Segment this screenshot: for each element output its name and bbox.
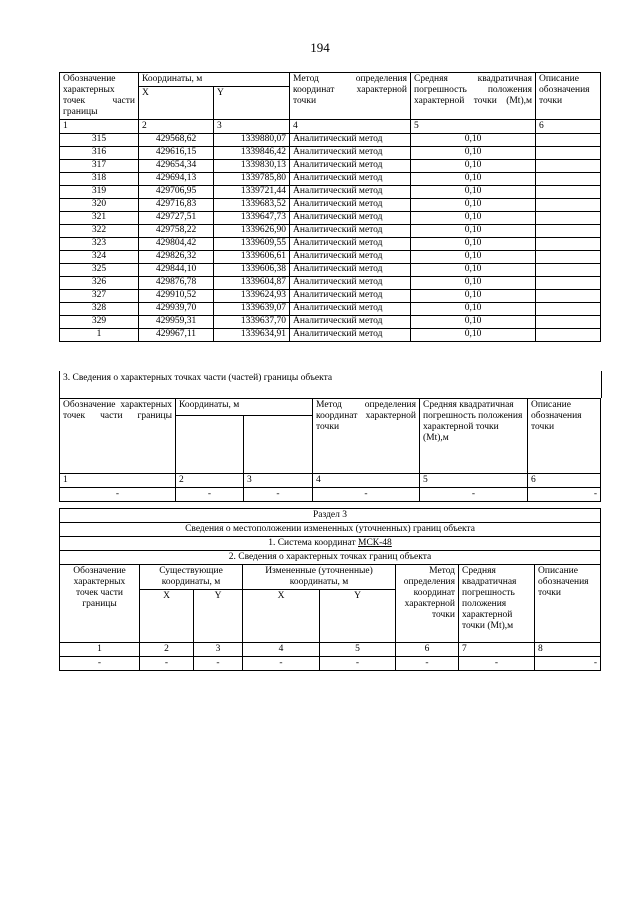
- table-header-row: [60, 565, 601, 590]
- table-cell: 315: [60, 134, 139, 147]
- table-cell: Аналитический метод: [290, 173, 411, 186]
- table-cell: Аналитический метод: [290, 277, 411, 290]
- table-header-row: [60, 73, 601, 87]
- table-cell: 429939,70: [139, 303, 214, 316]
- table-cell: -: [320, 657, 396, 671]
- table-cell: 0,10: [411, 303, 536, 316]
- table-cell: -: [396, 657, 459, 671]
- table-cell: 1339604,87: [214, 277, 290, 290]
- table-cell: -: [459, 657, 535, 671]
- table-cell: 322: [60, 225, 139, 238]
- table-cell: Аналитический метод: [290, 329, 411, 342]
- table-cell: Аналитический метод: [290, 225, 411, 238]
- table-row: [60, 186, 601, 199]
- table-cell: Аналитический метод: [290, 290, 411, 303]
- table-cell: 1339846,42: [214, 147, 290, 160]
- header-description: Описание обозначения точки: [528, 399, 601, 474]
- table-cell: 0,10: [411, 290, 536, 303]
- table-cell: 1339606,61: [214, 251, 290, 264]
- table-cell: [536, 303, 601, 316]
- table-cell: 319: [60, 186, 139, 199]
- table-cell: 0,10: [411, 199, 536, 212]
- header-y: Y: [214, 87, 290, 120]
- table-cell: 429844,10: [139, 264, 214, 277]
- header-y-existing: Y: [194, 590, 243, 643]
- table-row: [60, 212, 601, 225]
- table-row: [60, 303, 601, 316]
- table-cell: -: [420, 488, 528, 502]
- table-row: [60, 134, 601, 147]
- page-number: 194: [310, 40, 330, 55]
- coordinate-system-row: [60, 537, 601, 551]
- table-cell: 1339647,73: [214, 212, 290, 225]
- table-row: [60, 277, 601, 290]
- table-cell: 1339626,90: [214, 225, 290, 238]
- table-cell: 0,10: [411, 212, 536, 225]
- header-x-existing: X: [140, 590, 194, 643]
- col-num: 4: [290, 120, 411, 134]
- table-cell: Аналитический метод: [290, 199, 411, 212]
- table-cell: 1339785,80: [214, 173, 290, 186]
- header-error: Средняя квадратичная погрешность положения характерной точки (Мt),м: [420, 399, 528, 474]
- col-num: 3: [214, 120, 290, 134]
- table-row: [60, 657, 601, 671]
- section-title: Раздел 3: [60, 509, 601, 523]
- table-cell: 1339634,91: [214, 329, 290, 342]
- table-cell: 0,10: [411, 147, 536, 160]
- table-cell: 326: [60, 277, 139, 290]
- table-cell: 1339637,70: [214, 316, 290, 329]
- col-num: 3: [244, 474, 313, 488]
- table-cell: 0,10: [411, 316, 536, 329]
- table-cell: 1339639,07: [214, 303, 290, 316]
- table-cell: -: [535, 657, 601, 671]
- table-row: [60, 251, 601, 264]
- subsection-row: [60, 551, 601, 565]
- table-cell: Аналитический метод: [290, 303, 411, 316]
- table-cell: 429804,42: [139, 238, 214, 251]
- col-num: 6: [396, 643, 459, 657]
- table-cell: 325: [60, 264, 139, 277]
- table-cell: [536, 160, 601, 173]
- table-cell: Аналитический метод: [290, 186, 411, 199]
- table-cell: 1339721,44: [214, 186, 290, 199]
- subsection-title: 2. Сведения о характерных точках границ объекта: [60, 551, 601, 565]
- table-cell: 429959,31: [139, 316, 214, 329]
- table-cell: 1339880,07: [214, 134, 290, 147]
- table-cell: 0,10: [411, 160, 536, 173]
- header-error: Средняя квадратичная погрешность положения характерной точки (Мt),м: [459, 565, 535, 643]
- table-cell: -: [528, 488, 601, 502]
- table-row: [60, 225, 601, 238]
- col-num: 6: [528, 474, 601, 488]
- table-cell: [536, 329, 601, 342]
- table-row: [60, 264, 601, 277]
- col-num: 2: [140, 643, 194, 657]
- col-num: 5: [320, 643, 396, 657]
- table-cell: 429568,62: [139, 134, 214, 147]
- column-number-row: [60, 120, 601, 134]
- header-coordinates: Координаты, м: [176, 399, 313, 416]
- table-cell: [536, 290, 601, 303]
- header-designation: Обозначение характерных точек части границы: [60, 565, 140, 643]
- header-method: Метод определения координат характерной точки: [290, 73, 411, 120]
- table-cell: [536, 199, 601, 212]
- table-cell: 1339683,52: [214, 199, 290, 212]
- table-cell: [536, 277, 601, 290]
- header-designation: Обозначение характерных точек части границы: [60, 399, 176, 474]
- table-row: [60, 316, 601, 329]
- table-row: [60, 160, 601, 173]
- table-row: [60, 329, 601, 342]
- table-cell: 0,10: [411, 264, 536, 277]
- table-cell: [536, 147, 601, 160]
- header-existing-coordinates: Существующие координаты, м: [140, 565, 243, 590]
- table-cell: Аналитический метод: [290, 160, 411, 173]
- table-cell: 0,10: [411, 134, 536, 147]
- section-title-row: [60, 509, 601, 523]
- header-x: X: [139, 87, 214, 120]
- coordinate-system-name: МСК-48: [358, 538, 392, 548]
- table-cell: [536, 264, 601, 277]
- table-cell: -: [60, 657, 140, 671]
- col-num: 7: [459, 643, 535, 657]
- table-cell: -: [313, 488, 420, 502]
- header-x: [176, 416, 244, 474]
- col-num: 5: [420, 474, 528, 488]
- table-cell: Аналитический метод: [290, 147, 411, 160]
- table-cell: Аналитический метод: [290, 251, 411, 264]
- section-subtitle: Сведения о местоположении измененных (уточненных) границ объекта: [60, 523, 601, 537]
- table-cell: 1339624,93: [214, 290, 290, 303]
- column-number-row: [60, 643, 601, 657]
- table-cell: [536, 212, 601, 225]
- table-cell: 429706,95: [139, 186, 214, 199]
- header-description: Описание обозначения точки: [536, 73, 601, 120]
- table-row: [60, 147, 601, 160]
- table-row: [60, 488, 601, 502]
- table-cell: 1: [60, 329, 139, 342]
- header-x-changed: X: [243, 590, 320, 643]
- table-cell: -: [194, 657, 243, 671]
- table-cell: 0,10: [411, 251, 536, 264]
- table-cell: 1339830,13: [214, 160, 290, 173]
- col-num: 1: [60, 643, 140, 657]
- boundary-points-table: [59, 72, 601, 342]
- table-cell: [536, 186, 601, 199]
- table-cell: 429694,13: [139, 173, 214, 186]
- table-cell: -: [60, 488, 176, 502]
- table-cell: 327: [60, 290, 139, 303]
- table-cell: 0,10: [411, 238, 536, 251]
- table-cell: 1339606,38: [214, 264, 290, 277]
- table-cell: 429727,51: [139, 212, 214, 225]
- table-cell: 320: [60, 199, 139, 212]
- col-num: 4: [243, 643, 320, 657]
- part-boundary-points-table: [59, 398, 601, 502]
- table-cell: 1339609,55: [214, 238, 290, 251]
- table-cell: -: [176, 488, 244, 502]
- header-error: Средняя квадратичная погрешность положения характерной точки (Мt),м: [411, 73, 536, 120]
- table-cell: 324: [60, 251, 139, 264]
- table-cell: 0,10: [411, 173, 536, 186]
- section3-caption: 3. Сведения о характерных точках части (частей) границы объекта: [59, 371, 602, 398]
- table-cell: -: [140, 657, 194, 671]
- header-designation: Обозначение характерных точек части границы: [60, 73, 139, 120]
- col-num: 2: [139, 120, 214, 134]
- table-cell: [536, 173, 601, 186]
- table-row: [60, 173, 601, 186]
- table-cell: Аналитический метод: [290, 238, 411, 251]
- header-method: Метод определения координат характерной точки: [396, 565, 459, 643]
- table-cell: [536, 225, 601, 238]
- table-row: [60, 290, 601, 303]
- table-cell: -: [243, 657, 320, 671]
- col-num: 1: [60, 120, 139, 134]
- table-cell: Аналитический метод: [290, 264, 411, 277]
- table-cell: 429654,34: [139, 160, 214, 173]
- header-method: Метод определения координат характерной точки: [313, 399, 420, 474]
- table-cell: 429616,15: [139, 147, 214, 160]
- table-row: [60, 238, 601, 251]
- table-cell: 0,10: [411, 277, 536, 290]
- col-num: 3: [194, 643, 243, 657]
- col-num: 4: [313, 474, 420, 488]
- col-num: 5: [411, 120, 536, 134]
- table-row: [60, 199, 601, 212]
- header-changed-coordinates: Измененные (уточненные) координаты, м: [243, 565, 396, 590]
- table-body: [60, 134, 601, 342]
- table-cell: 318: [60, 173, 139, 186]
- table-cell: 321: [60, 212, 139, 225]
- coordinate-system: [60, 537, 601, 551]
- table-cell: [536, 251, 601, 264]
- table-cell: Аналитический метод: [290, 134, 411, 147]
- table-cell: 429910,52: [139, 290, 214, 303]
- changed-boundaries-table: [59, 508, 601, 671]
- col-num: 6: [536, 120, 601, 134]
- section-subtitle-row: [60, 523, 601, 537]
- table-cell: 323: [60, 238, 139, 251]
- coordinate-system-prefix: 1. Система координат: [268, 538, 358, 548]
- header-coordinates: Координаты, м: [139, 73, 290, 87]
- table-cell: 317: [60, 160, 139, 173]
- table-cell: 429716,83: [139, 199, 214, 212]
- table-header-row: [60, 399, 601, 416]
- table-cell: 329: [60, 316, 139, 329]
- col-num: 1: [60, 474, 176, 488]
- table-cell: 429967,11: [139, 329, 214, 342]
- table-cell: 0,10: [411, 225, 536, 238]
- header-y: [244, 416, 313, 474]
- table-cell: 429758,22: [139, 225, 214, 238]
- col-num: 2: [176, 474, 244, 488]
- header-description: Описание обозначения точки: [535, 565, 601, 643]
- table-cell: Аналитический метод: [290, 212, 411, 225]
- table-cell: 429876,78: [139, 277, 214, 290]
- table-cell: -: [244, 488, 313, 502]
- table-cell: 0,10: [411, 186, 536, 199]
- header-y-changed: Y: [320, 590, 396, 643]
- table-cell: [536, 134, 601, 147]
- col-num: 8: [535, 643, 601, 657]
- table-cell: Аналитический метод: [290, 316, 411, 329]
- table-cell: [536, 238, 601, 251]
- table-cell: [536, 316, 601, 329]
- table-cell: 0,10: [411, 329, 536, 342]
- column-number-row: [60, 474, 601, 488]
- table-cell: 316: [60, 147, 139, 160]
- table-cell: 328: [60, 303, 139, 316]
- table-cell: 429826,32: [139, 251, 214, 264]
